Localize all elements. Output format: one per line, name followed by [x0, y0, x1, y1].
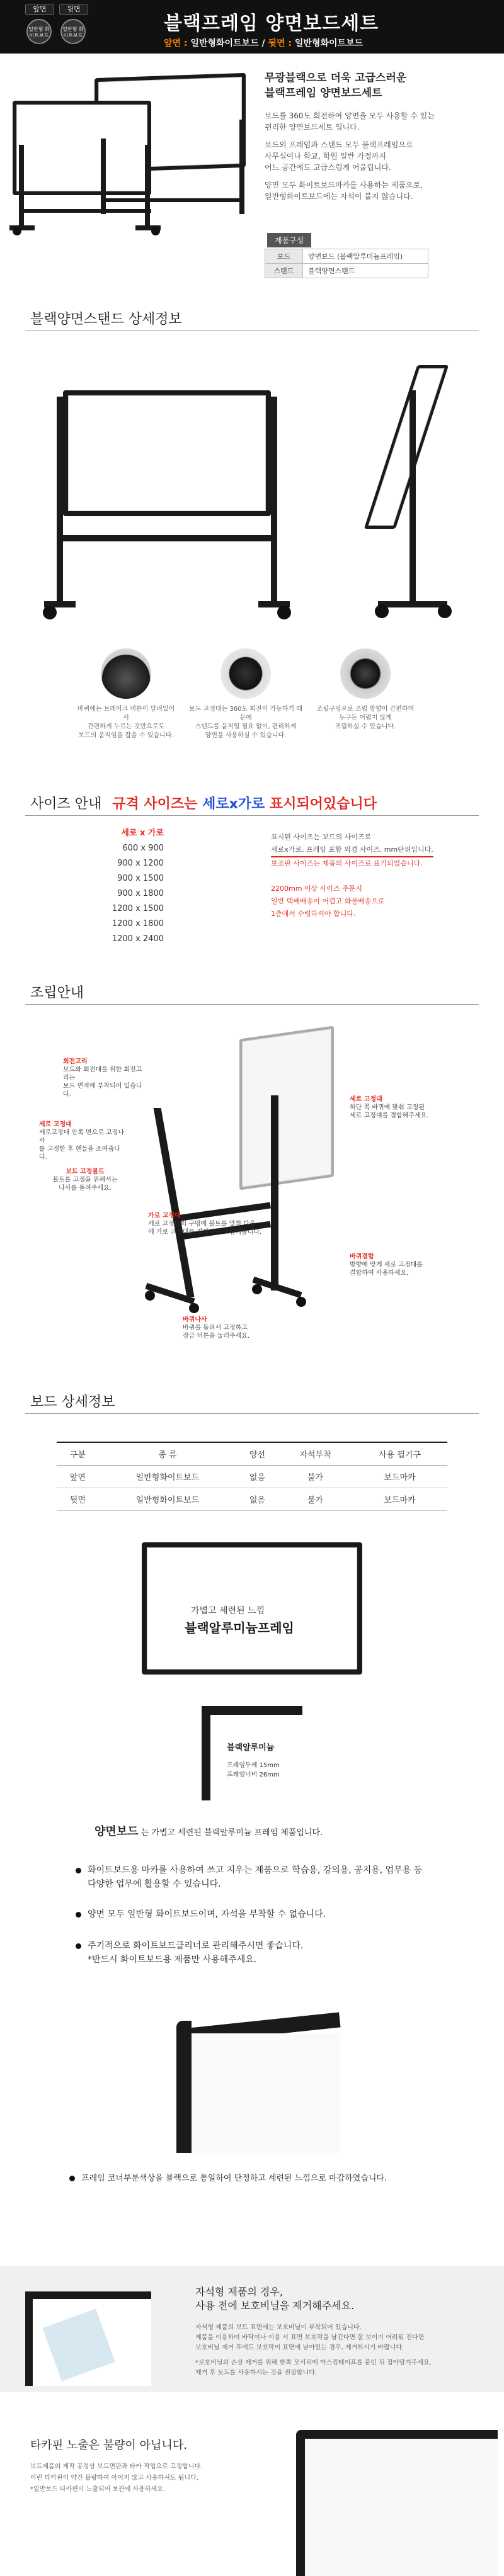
intro-para2-line2: 사무실이나 학교, 학원 일반 가정까지: [265, 152, 386, 161]
size-1: 900 x 1200: [117, 859, 164, 868]
asm-label-1-d1: 세로고정대 안쪽 면으로 고정나사: [39, 1129, 125, 1144]
cell-1-4: 보드마카: [352, 1488, 447, 1511]
comp-desc-1: 블랙양면스탠드: [303, 264, 428, 278]
magnet-line-2: 보호비닐 제거 후에도 보호막이 표면에 남아있는 경우, 제거하시기 바랍니다.: [195, 2344, 404, 2351]
tacker-title: 타카핀 노출은 불량이 아닙니다.: [30, 2439, 187, 2452]
circle-front: 일반형 화이트보드: [26, 19, 52, 44]
asm-label-0-d1: 보드와 회전대를 위한 회전고리는: [63, 1066, 142, 1082]
caption-2-line2: 스탠드를 움직일 필요 없이, 편리하게: [195, 723, 297, 730]
intro-para1-line1: 보드를 360도 회전하여 양면을 모두 사용할 수 있는: [265, 111, 435, 120]
bullet-3-line2: *반드시 화이트보드용 제품만 사용해주세요.: [88, 1955, 257, 1965]
sub-front-value: 일반형화이트보드: [190, 38, 259, 48]
col-1: 종 류: [99, 1442, 236, 1466]
caption-3-line2: 누구든 어렵지 않게: [339, 715, 392, 721]
cell-1-3: 불가: [278, 1488, 352, 1511]
bullet-3: [76, 1939, 466, 1967]
size-title-prefix: 사이즈 안내: [30, 796, 102, 812]
cell-0-2: 없음: [236, 1466, 278, 1488]
assembly-title: 조립안내: [30, 985, 84, 1001]
cell-0-0: 앞면: [57, 1466, 99, 1488]
cell-0-3: 불가: [278, 1466, 352, 1488]
size-note-1: 표시된 사이즈는 보드의 사이즈로: [271, 833, 372, 841]
cell-1-0: 뒷면: [57, 1488, 99, 1511]
board-overlay-2: 블랙알루미늄프레임: [185, 1620, 294, 1635]
asm-label-4-d1: 바퀴를 돌려서 고정하고: [183, 1325, 248, 1331]
asm-label-1-title: 세로 고정대: [39, 1121, 72, 1128]
bullet-2: [76, 1907, 466, 1921]
caption-1-line1: 바퀴에는 브레이크 버튼이 달려있어서: [77, 706, 175, 721]
asm-label-2-d1: 볼트를 고정을 위해서는: [52, 1177, 118, 1183]
col-4: 사용 필기구: [352, 1442, 447, 1466]
circle-back: 일반형 화이트보드: [60, 19, 86, 44]
profile-spec-1: 프레임두께 15mm: [227, 1762, 280, 1769]
detail-circle-1: [101, 648, 151, 699]
asm-label-5-d1: 하단 쪽 바퀴에 맞춰 고정된: [350, 1104, 425, 1111]
board-desc-rest: 는 가볍고 세련된 블랙알루미늄 프레임 제품입니다.: [138, 1828, 323, 1838]
profile-name: 블랙알루미늄: [227, 1743, 275, 1753]
intro-para1-line2: 편리한 양면보드세트 입니다.: [265, 123, 360, 132]
magnet-line-1: 제품을 이용하여 바닥이나 이용 시 표면 보호막을 남긴다면 잘 보이기 어려워 진다면: [195, 2334, 425, 2341]
page-subtitle: [164, 37, 363, 49]
component-table: [265, 249, 428, 278]
tacker-line-0: 보드제품의 제작 공정상 보드면판과 타카 작업으로 고정합니다.: [30, 2463, 203, 2470]
size-6: 1200 x 2400: [112, 934, 164, 944]
asm-label-2-d2: 나사를 돌려주세요.: [59, 1185, 112, 1192]
cell-1-1: 일반형화이트보드: [99, 1488, 236, 1511]
intro-para2-line3: 어느 공간에도 고급스럽게 어울립니다.: [265, 163, 391, 172]
caption-2-line1: 보드 고정대는 360도 회전이 가능하기 때문에: [189, 706, 302, 721]
stand-front-image: [57, 378, 284, 617]
caption-2-line3: 양면을 사용하실 수 있습니다.: [205, 732, 287, 739]
assembly-diagram: [145, 1020, 334, 1316]
detail-circle-2: [220, 648, 271, 699]
col-3: 자석부착: [278, 1442, 352, 1466]
asm-label-6-d1: 방향에 맞게 세로 고정대를: [350, 1262, 423, 1268]
size-note-4: 2200mm 이상 사이즈 주문시: [271, 884, 362, 893]
asm-label-5-title: 세로 고정대: [350, 1096, 382, 1103]
caption-1-line2: 간편하게 누르는 것만으로도: [87, 723, 165, 730]
magnet-line-5: 제거 후 보드를 사용하시는 것을 권장합니다.: [195, 2370, 317, 2376]
asm-label-4-d2: 잠금 버튼을 눌러주세요.: [183, 1333, 250, 1340]
tacker-image: [296, 2417, 498, 2576]
intro-product-image: [13, 69, 252, 239]
header-banner: [0, 0, 504, 54]
intro-headline-2: 블랙프레임 양면보드세트: [265, 87, 382, 99]
size-0: 600 x 900: [122, 844, 164, 853]
stand-section-title: 블랙양면스탠드 상세정보: [30, 312, 182, 327]
col-2: 양선: [236, 1442, 278, 1466]
page-title: 블랙프레임 양면보드세트: [164, 13, 379, 35]
sub-back-label: 뒷면 :: [268, 38, 295, 48]
bullet-1: [76, 1863, 466, 1891]
size-header: 세로 x 가로: [121, 828, 164, 838]
sub-front-label: 앞면 :: [164, 38, 191, 48]
asm-label-4-title: 바퀴나사: [183, 1316, 207, 1323]
asm-label-6-d2: 결합하여 사용하세요.: [350, 1270, 409, 1277]
table-row: [57, 1488, 447, 1511]
board-overlay-1: 가볍고 세련된 느낌: [191, 1606, 265, 1616]
profile-spec-2: 프레임너비 26mm: [227, 1771, 280, 1778]
magnet-title-2: 사용 전에 보호비닐을 제거해주세요.: [195, 2300, 355, 2312]
board-section-title: 보드 상세정보: [30, 1394, 115, 1410]
intro-para3-line1: 양면 모두 화이트보드마카를 사용하는 제품으로,: [265, 181, 423, 189]
asm-label-0-d2: 보드 면적에 부착되어 있습니다.: [63, 1083, 142, 1098]
comp-desc-0: 양면보드 (블랙알루미늄프레임): [303, 249, 428, 264]
size-3: 900 x 1800: [117, 889, 164, 898]
bullet-1-line1: 화이트보드용 마카를 사용하여 쓰고 지우는 제품으로 학습용, 강의용, 공지용, 업무용 등: [88, 1865, 423, 1875]
size-note-6: 1층에서 수령하셔야 합니다.: [271, 910, 356, 918]
intro-para2-line1: 보드의 프레임과 스탠드 모두 블랙프레임으로: [265, 140, 413, 149]
asm-label-2-title: 보드 고정볼트: [66, 1168, 105, 1175]
badge-front: 앞면: [25, 4, 54, 15]
asm-label-0-title: 회전고리: [63, 1058, 88, 1065]
cell-0-1: 일반형화이트보드: [99, 1466, 236, 1488]
size-title-red2: 표시되어있습니다: [265, 796, 377, 812]
badge-back: 뒷면: [59, 4, 88, 15]
board-desc-bold: 양면보드: [94, 1825, 139, 1838]
magnet-line-0: 자석형 제품의 보드 표면에는 보호비닐이 부착되어 있습니다.: [195, 2324, 362, 2331]
table-row: [57, 1466, 447, 1488]
size-2: 900 x 1500: [117, 874, 164, 883]
bullet-3-line1: 주기적으로 화이트보드클리너로 관리해주시면 좋습니다.: [88, 1941, 304, 1951]
asm-label-3-d2: 에 가로 고정대를 결합하여 조립해줍니다.: [148, 1229, 262, 1236]
size-title-blue: 세로x가로: [202, 796, 265, 812]
caption-1-line3: 보드의 움직임을 잡을 수 있습니다.: [78, 732, 174, 739]
size-note-2: 세로x가로, 프레임 포함 외경 사이즈, mm단위입니다.: [271, 844, 433, 857]
comp-title: 제품구성: [267, 233, 311, 247]
asm-label-5-d2: 세로 고정대를 결합해주세요.: [350, 1112, 429, 1119]
size-note-5: 일반 택배배송이 어렵고 화물배송으로: [271, 897, 385, 905]
magnet-title-1: 자석형 제품의 경우,: [195, 2286, 283, 2298]
cell-0-4: 보드마카: [352, 1466, 447, 1488]
board-frame-image: [142, 1542, 362, 1675]
size-note-3: 보조판 사이즈는 제품의 사이즈로 표기되었습니다.: [271, 859, 423, 867]
col-0: 구분: [57, 1442, 99, 1466]
size-4: 1200 x 1500: [112, 904, 164, 913]
size-5: 1200 x 1800: [112, 919, 164, 929]
corner-bullet: [69, 2172, 485, 2186]
tacker-line-1: 이런 타카핀이 약간 불량하여 아이지 않고 사용하셔도 됩니다.: [30, 2475, 198, 2482]
asm-label-1-d2: 를 고정한 후 핸들을 조여줍니다.: [39, 1146, 120, 1161]
asm-label-3-d1: 세로 고정대의 구멍에 볼트를 맞춰 다음: [148, 1221, 256, 1228]
stand-side-image: [353, 353, 466, 617]
bullet-1-line2: 다양한 업무에 활용할 수 있습니다.: [88, 1879, 221, 1889]
frame-profile-image: [202, 1706, 302, 1800]
corner-closeup-image: [164, 2008, 340, 2153]
bullet-2-line1: 양면 모두 일반형 화이트보드이며, 자석을 부착할 수 없습니다.: [88, 1909, 326, 1919]
intro-para3-line2: 일반형화이트보드에는 자석이 붙지 않습니다.: [265, 192, 413, 201]
board-desc: [94, 1822, 323, 1839]
corner-bullet-text: 프레임 코너부분색상을 블랙으로 통일하여 단정하고 세련된 느낌으로 마감하였습니다.: [81, 2174, 387, 2183]
cell-1-2: 없음: [236, 1488, 278, 1511]
caption-3-line3: 조립하실 수 있습니다.: [335, 723, 396, 730]
tacker-line-2: *일반보드 타카핀이 노출되어 보관에 사용하세요.: [30, 2486, 166, 2493]
caption-3-line1: 조립구멍으로 조립 방향이 간편하며: [316, 706, 415, 713]
peel-image: [25, 2291, 151, 2386]
comp-name-0: 보드: [265, 249, 303, 264]
magnet-line-4: *보호비닐의 손상 제거를 위해 한쪽 모서리에 마스킹테이프를 붙인 뒤 잡아당겨주세요.: [195, 2359, 432, 2366]
detail-circle-3: [340, 648, 391, 699]
intro-headline-1: 무광블랙으로 더욱 고급스러운: [265, 72, 407, 84]
asm-label-6-title: 바퀴결합: [350, 1253, 374, 1260]
board-spec-table: [57, 1442, 447, 1511]
sub-sep: /: [258, 38, 268, 48]
asm-label-3-title: 가로 고정대: [148, 1212, 181, 1219]
comp-name-1: 스탠드: [265, 264, 303, 278]
size-section-title: [30, 793, 377, 813]
sub-back-value: 일반형화이트보드: [294, 38, 364, 48]
size-title-red: 규격 사이즈는: [112, 796, 203, 812]
